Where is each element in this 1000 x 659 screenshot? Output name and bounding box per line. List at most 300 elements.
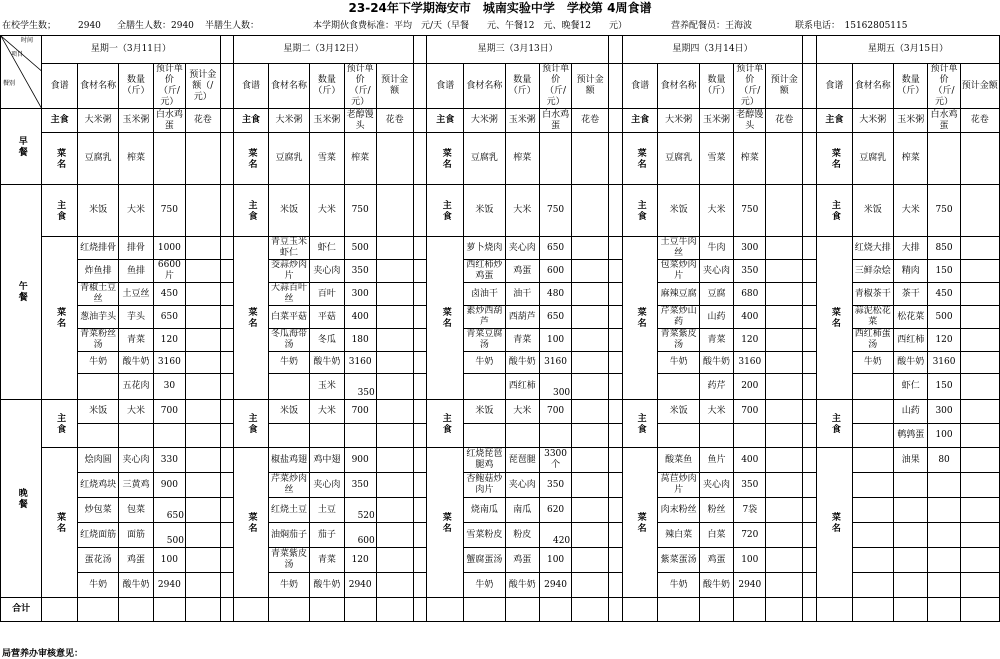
- full-board-label: 全膳生人数：2940: [117, 21, 194, 31]
- total-cell: [505, 598, 539, 622]
- day-gap: [803, 133, 817, 185]
- total-cell: [77, 598, 118, 622]
- dinner-qty-cell: [928, 473, 960, 498]
- day-gap: [220, 237, 234, 260]
- dinner-qty-cell: 400: [734, 448, 766, 473]
- sub-label: 主食: [234, 185, 268, 237]
- day-gap: [220, 374, 234, 400]
- lunch-price-cell: [960, 283, 999, 306]
- day-gap: [413, 64, 427, 109]
- dinner-recipe-cell: 蟹腐蛋汤: [464, 548, 505, 573]
- dinner-price-cell: [572, 498, 609, 523]
- dinner-ingredient-cell: [893, 523, 927, 548]
- dinner-qty-cell: 100: [153, 548, 185, 573]
- dinner-qty-cell: 2940: [539, 573, 571, 598]
- lunch-ingredient-cell: 虾仁: [310, 237, 344, 260]
- lunch-ingredient-cell: 油干: [505, 283, 539, 306]
- dinner-recipe-cell: 红烧土豆: [268, 498, 309, 523]
- dinner-qty-cell: 80: [928, 448, 960, 473]
- day-gap: [413, 352, 427, 374]
- lunch-ingredient-cell: 酸牛奶: [310, 352, 344, 374]
- day-gap: [609, 448, 623, 473]
- lunch-qty-cell: 30: [153, 374, 185, 400]
- lunch-qty-cell: 100: [539, 329, 571, 352]
- lunch-price-cell: [376, 329, 413, 352]
- dinner-qty-cell: 900: [153, 473, 185, 498]
- dinner-price-cell: [766, 548, 803, 573]
- lunch-ingredient-cell: 五花肉: [119, 374, 153, 400]
- lunch-ingredient-cell: 豆腐: [699, 283, 733, 306]
- lunch-qty-cell: 300: [344, 283, 376, 306]
- lunch-main-cell: 米饭: [77, 185, 118, 237]
- breakfast-main-cell: 大米粥: [852, 109, 893, 133]
- total-cell: [344, 598, 376, 622]
- dinner-ingredient-cell: 粉皮: [505, 523, 539, 548]
- breakfast-dish-cell: [376, 133, 413, 185]
- students-label: 在校学生数；: [2, 21, 57, 31]
- col-amount-header: 预计金额（/元）: [185, 64, 220, 109]
- dinner-qty-cell: 330: [153, 448, 185, 473]
- day-gap: [609, 598, 623, 622]
- dinner-main-empty: [77, 424, 118, 448]
- breakfast-dish-cell: [766, 133, 803, 185]
- day-header: 星期一（3月11日）: [42, 36, 220, 64]
- lunch-qty-cell: 3160: [153, 352, 185, 374]
- lunch-recipe-cell: 大蒜百叶丝: [268, 283, 309, 306]
- sub-label: 菜名: [234, 133, 268, 185]
- lunch-ingredient-cell: 酸牛奶: [699, 352, 733, 374]
- dinner-price-cell: [766, 523, 803, 548]
- breakfast-dish-cell: 榨菜: [734, 133, 766, 185]
- dinner-qty-cell: 120: [344, 548, 376, 573]
- lunch-qty-cell: 120: [153, 329, 185, 352]
- day-gap: [609, 260, 623, 283]
- col-amount-header: 预计金额: [960, 64, 999, 109]
- dinner-recipe-cell: 芹菜炒肉丝: [268, 473, 309, 498]
- day-gap: [220, 548, 234, 573]
- lunch-qty-cell: 480: [539, 283, 571, 306]
- total-cell: [119, 598, 153, 622]
- col-ingredient-header: 食材名称: [77, 64, 118, 109]
- day-gap: [413, 523, 427, 548]
- dinner-recipe-cell: 蛋花汤: [77, 548, 118, 573]
- lunch-qty-cell: 500: [344, 237, 376, 260]
- dinner-price-cell: [960, 548, 999, 573]
- dinner-price-cell: [185, 448, 220, 473]
- dinner-price-cell: [572, 448, 609, 473]
- dinner-recipe-cell: 莴苣炒肉片: [658, 473, 699, 498]
- lunch-qty-cell: 120: [734, 329, 766, 352]
- lunch-price-cell: [376, 283, 413, 306]
- dinner-ingredient-cell: 夹心肉: [119, 448, 153, 473]
- total-cell: [572, 598, 609, 622]
- lunch-recipe-cell: 青豆玉米虾仁: [268, 237, 309, 260]
- dinner-recipe-cell: 红烧鸡块: [77, 473, 118, 498]
- lunch-qty-cell: 180: [344, 329, 376, 352]
- day-gap: [803, 448, 817, 473]
- dinner-main-empty: [344, 424, 376, 448]
- lunch-ingredient-cell: 鱼排: [119, 260, 153, 283]
- day-gap: [609, 424, 623, 448]
- dinner-recipe-cell: 烧南瓜: [464, 498, 505, 523]
- lunch-recipe-cell: 卤油干: [464, 283, 505, 306]
- day-gap: [220, 36, 234, 64]
- day-gap: [609, 64, 623, 109]
- lunch-ingredient-cell: 芋头: [119, 306, 153, 329]
- dinner-ingredient-cell: 茄子: [310, 523, 344, 548]
- dinner-recipe-cell: 雪菜粉皮: [464, 523, 505, 548]
- dinner-price-cell: [376, 448, 413, 473]
- lunch-recipe-cell: 青椒茶干: [852, 283, 893, 306]
- lunch-price-cell: [960, 260, 999, 283]
- lunch-price-cell: [376, 374, 413, 400]
- day-gap: [803, 598, 817, 622]
- lunch-qty-cell: 400: [344, 306, 376, 329]
- lunch-recipe-cell: 牛奶: [77, 352, 118, 374]
- dinner-main-empty: [572, 400, 609, 424]
- lunch-ingredient-cell: 夹心肉: [699, 260, 733, 283]
- dinner-main-empty: [734, 424, 766, 448]
- total-cell: [622, 598, 658, 622]
- lunch-recipe-cell: 素炒西葫芦: [464, 306, 505, 329]
- dinner-recipe-cell: 牛奶: [464, 573, 505, 598]
- col-recipe-header: 食谱: [817, 64, 853, 109]
- breakfast-dish-cell: 榨菜: [893, 133, 927, 185]
- dinner-price-cell: [185, 523, 220, 548]
- sub-label: 菜名: [427, 448, 464, 598]
- dinner-main-empty: [699, 424, 733, 448]
- lunch-price-cell: [766, 329, 803, 352]
- sub-label: 主食: [427, 109, 464, 133]
- dinner-recipe-cell: [852, 548, 893, 573]
- breakfast-dish-cell: 豆腐乳: [658, 133, 699, 185]
- breakfast-dish-cell: 豆腐乳: [77, 133, 118, 185]
- dinner-qty-cell: 900: [344, 448, 376, 473]
- day-gap: [609, 523, 623, 548]
- dinner-main-cell: [852, 424, 893, 448]
- day-gap: [609, 133, 623, 185]
- meal-label-breakfast: 早餐: [1, 109, 42, 185]
- day-gap: [220, 352, 234, 374]
- lunch-qty-cell: 150: [928, 260, 960, 283]
- total-cell: [539, 598, 571, 622]
- sub-label: 菜名: [234, 448, 268, 598]
- dinner-main-cell: 700: [153, 400, 185, 424]
- half-board-label: 半膳生人数：: [205, 21, 260, 31]
- lunch-recipe-cell: [658, 374, 699, 400]
- breakfast-dish-cell: [572, 133, 609, 185]
- corner-header: [1, 36, 42, 109]
- breakfast-main-cell: 花卷: [185, 109, 220, 133]
- dinner-qty-cell: 600: [344, 523, 376, 548]
- total-cell: [766, 598, 803, 622]
- total-cell: [153, 598, 185, 622]
- dinner-price-cell: [572, 523, 609, 548]
- col-ingredient-header: 食材名称: [852, 64, 893, 109]
- day-gap: [803, 185, 817, 237]
- lunch-recipe-cell: 牛奶: [852, 352, 893, 374]
- breakfast-dish-cell: 榨菜: [344, 133, 376, 185]
- dinner-price-cell: [376, 498, 413, 523]
- dinner-main-empty: [153, 424, 185, 448]
- day-gap: [413, 237, 427, 260]
- dinner-ingredient-cell: 鸡蛋: [505, 548, 539, 573]
- lunch-qty-cell: 650: [153, 306, 185, 329]
- lunch-ingredient-cell: 松花菜: [893, 306, 927, 329]
- day-gap: [803, 329, 817, 352]
- sub-label: 主食: [622, 185, 658, 237]
- lunch-main-cell: 750: [734, 185, 766, 237]
- dinner-main-cell: [852, 400, 893, 424]
- lunch-ingredient-cell: 排骨: [119, 237, 153, 260]
- dinner-recipe-cell: [852, 498, 893, 523]
- dinner-main-empty: [376, 424, 413, 448]
- sub-label: 菜名: [42, 448, 78, 598]
- sub-label: 主食: [234, 400, 268, 448]
- lunch-price-cell: [766, 260, 803, 283]
- breakfast-dish-cell: 豆腐乳: [268, 133, 309, 185]
- day-gap: [609, 109, 623, 133]
- total-cell: [268, 598, 309, 622]
- lunch-price-cell: [376, 237, 413, 260]
- day-gap: [220, 473, 234, 498]
- total-cell: [42, 598, 78, 622]
- day-gap: [413, 598, 427, 622]
- breakfast-dish-cell: [185, 133, 220, 185]
- dinner-main-empty: [572, 424, 609, 448]
- dinner-qty-cell: 2940: [153, 573, 185, 598]
- lunch-main-empty: [960, 185, 999, 237]
- day-gap: [413, 548, 427, 573]
- total-cell: [928, 598, 960, 622]
- dinner-main-cell: 700: [344, 400, 376, 424]
- lunch-price-cell: [766, 237, 803, 260]
- dinner-qty-cell: 2940: [734, 573, 766, 598]
- dinner-qty-cell: [928, 548, 960, 573]
- dinner-ingredient-cell: 青菜: [310, 548, 344, 573]
- sub-label: 主食: [42, 400, 78, 448]
- dinner-ingredient-cell: 鸡蛋: [119, 548, 153, 573]
- lunch-qty-cell: 350: [344, 374, 376, 400]
- info-line: [0, 17, 1000, 35]
- lunch-ingredient-cell: 酸牛奶: [505, 352, 539, 374]
- lunch-price-cell: [766, 283, 803, 306]
- breakfast-dish-cell: 榨菜: [119, 133, 153, 185]
- col-amount-header: 预计金额: [766, 64, 803, 109]
- lunch-recipe-cell: 青椒土豆丝: [77, 283, 118, 306]
- dinner-main-cell: 鹌鹑蛋: [893, 424, 927, 448]
- sub-label: 菜名: [817, 133, 853, 185]
- dinner-main-empty: [505, 424, 539, 448]
- dinner-recipe-cell: 红烧面筋: [77, 523, 118, 548]
- dinner-ingredient-cell: 面筋: [119, 523, 153, 548]
- day-gap: [609, 283, 623, 306]
- col-qty-header: 数量（斤）: [119, 64, 153, 109]
- day-gap: [803, 64, 817, 109]
- lunch-recipe-cell: 红烧排骨: [77, 237, 118, 260]
- sub-label: 菜名: [234, 237, 268, 400]
- dinner-price-cell: [766, 473, 803, 498]
- day-gap: [803, 36, 817, 64]
- breakfast-main-cell: 大米粥: [77, 109, 118, 133]
- lunch-price-cell: [185, 237, 220, 260]
- breakfast-main-cell: 大米粥: [658, 109, 699, 133]
- lunch-price-cell: [376, 352, 413, 374]
- day-header: 星期四（3月14日）: [622, 36, 802, 64]
- col-qty-header: 数量（斤）: [310, 64, 344, 109]
- day-gap: [609, 374, 623, 400]
- dinner-qty-cell: 100: [539, 548, 571, 573]
- lunch-recipe-cell: 牛奶: [268, 352, 309, 374]
- breakfast-main-cell: 大米粥: [268, 109, 309, 133]
- dinner-ingredient-cell: 油果: [893, 448, 927, 473]
- day-gap: [413, 109, 427, 133]
- day-gap: [220, 64, 234, 109]
- lunch-qty-cell: 200: [734, 374, 766, 400]
- dinner-ingredient-cell: 鸡中翅: [310, 448, 344, 473]
- nutrition-label: 营养配餐员：王海波: [671, 21, 753, 31]
- lunch-price-cell: [766, 374, 803, 400]
- day-gap: [413, 498, 427, 523]
- students-value: 2940: [78, 21, 101, 31]
- dinner-qty-cell: 100: [734, 548, 766, 573]
- day-gap: [609, 548, 623, 573]
- corner-item-label: 项目: [11, 51, 24, 58]
- total-cell: [464, 598, 505, 622]
- col-ingredient-header: 食材名称: [268, 64, 309, 109]
- lunch-main-empty: [376, 185, 413, 237]
- dinner-main-empty: [766, 400, 803, 424]
- lunch-ingredient-cell: 酸牛奶: [119, 352, 153, 374]
- dinner-main-cell: 大米: [505, 400, 539, 424]
- day-gap: [609, 36, 623, 64]
- dinner-recipe-cell: 油焖茄子: [268, 523, 309, 548]
- lunch-price-cell: [572, 283, 609, 306]
- dinner-price-cell: [766, 573, 803, 598]
- lunch-ingredient-cell: 冬瓜: [310, 329, 344, 352]
- total-cell: [658, 598, 699, 622]
- lunch-recipe-cell: 麻辣豆腐: [658, 283, 699, 306]
- lunch-price-cell: [185, 283, 220, 306]
- lunch-ingredient-cell: 玉米: [310, 374, 344, 400]
- lunch-price-cell: [960, 352, 999, 374]
- lunch-main-empty: [185, 185, 220, 237]
- dinner-recipe-cell: 牛奶: [658, 573, 699, 598]
- sub-label: 菜名: [817, 237, 853, 400]
- dinner-ingredient-cell: 夹心肉: [310, 473, 344, 498]
- day-gap: [609, 473, 623, 498]
- lunch-recipe-cell: 三鲜杂烩: [852, 260, 893, 283]
- total-cell: [234, 598, 268, 622]
- sub-label: 主食: [817, 400, 853, 448]
- dinner-qty-cell: 350: [734, 473, 766, 498]
- dinner-qty-cell: [928, 523, 960, 548]
- day-gap: [220, 598, 234, 622]
- day-gap: [609, 306, 623, 329]
- col-ingredient-header: 食材名称: [658, 64, 699, 109]
- breakfast-main-cell: 花卷: [572, 109, 609, 133]
- breakfast-main-cell: 玉米粥: [699, 109, 733, 133]
- breakfast-dish-cell: 雪菜: [699, 133, 733, 185]
- day-gap: [803, 283, 817, 306]
- sub-label: 菜名: [622, 133, 658, 185]
- breakfast-dish-cell: 豆腐乳: [852, 133, 893, 185]
- lunch-qty-cell: 3160: [928, 352, 960, 374]
- total-cell: [376, 598, 413, 622]
- sub-label: 菜名: [42, 237, 78, 400]
- day-gap: [220, 109, 234, 133]
- day-gap: [413, 133, 427, 185]
- day-gap: [609, 400, 623, 424]
- col-qty-header: 数量（斤）: [505, 64, 539, 109]
- lunch-qty-cell: 650: [539, 237, 571, 260]
- dinner-main-cell: 米饭: [268, 400, 309, 424]
- breakfast-dish-cell: [539, 133, 571, 185]
- dinner-price-cell: [766, 498, 803, 523]
- dinner-recipe-cell: 辣白菜: [658, 523, 699, 548]
- day-gap: [803, 374, 817, 400]
- day-gap: [220, 448, 234, 473]
- sub-label: 菜名: [622, 237, 658, 400]
- total-cell: [893, 598, 927, 622]
- day-gap: [413, 283, 427, 306]
- breakfast-dish-cell: 雪菜: [310, 133, 344, 185]
- sub-label: 菜名: [817, 448, 853, 598]
- col-ingredient-header: 食材名称: [464, 64, 505, 109]
- day-gap: [803, 109, 817, 133]
- lunch-ingredient-cell: 鸡蛋: [505, 260, 539, 283]
- dinner-ingredient-cell: 夹心肉: [505, 473, 539, 498]
- breakfast-main-cell: 玉米粥: [505, 109, 539, 133]
- day-gap: [220, 283, 234, 306]
- breakfast-main-cell: 白水鸡蛋: [153, 109, 185, 133]
- breakfast-main-cell: 花卷: [376, 109, 413, 133]
- day-gap: [413, 400, 427, 424]
- dinner-price-cell: [185, 573, 220, 598]
- lunch-price-cell: [185, 306, 220, 329]
- col-price-header: 预计单价（斤/元）: [734, 64, 766, 109]
- breakfast-main-cell: 白水鸡蛋: [928, 109, 960, 133]
- col-recipe-header: 食谱: [42, 64, 78, 109]
- dinner-main-empty: [119, 424, 153, 448]
- lunch-qty-cell: 350: [734, 260, 766, 283]
- lunch-ingredient-cell: 夹心肉: [505, 237, 539, 260]
- sub-label: 菜名: [622, 448, 658, 598]
- day-gap: [413, 473, 427, 498]
- dinner-recipe-cell: 酸菜鱼: [658, 448, 699, 473]
- dinner-recipe-cell: 红烧琵琶腿鸡: [464, 448, 505, 473]
- breakfast-main-cell: 老醇馒头: [344, 109, 376, 133]
- sub-label: 主食: [234, 109, 268, 133]
- menu-table: [0, 35, 1000, 622]
- lunch-recipe-cell: 葱油芋头: [77, 306, 118, 329]
- breakfast-main-cell: 白水鸡蛋: [539, 109, 571, 133]
- lunch-price-cell: [572, 352, 609, 374]
- sub-label: 主食: [817, 109, 853, 133]
- dinner-qty-cell: 650: [153, 498, 185, 523]
- dinner-recipe-cell: 烩肉圆: [77, 448, 118, 473]
- lunch-price-cell: [572, 374, 609, 400]
- day-gap: [413, 374, 427, 400]
- lunch-price-cell: [572, 237, 609, 260]
- dinner-recipe-cell: 肉末粉丝: [658, 498, 699, 523]
- lunch-qty-cell: 450: [153, 283, 185, 306]
- dinner-ingredient-cell: [893, 548, 927, 573]
- dinner-main-cell: 300: [928, 400, 960, 424]
- phone-label: 联系电话： 15162805115: [795, 21, 908, 31]
- lunch-recipe-cell: 牛奶: [658, 352, 699, 374]
- dinner-recipe-cell: 牛奶: [268, 573, 309, 598]
